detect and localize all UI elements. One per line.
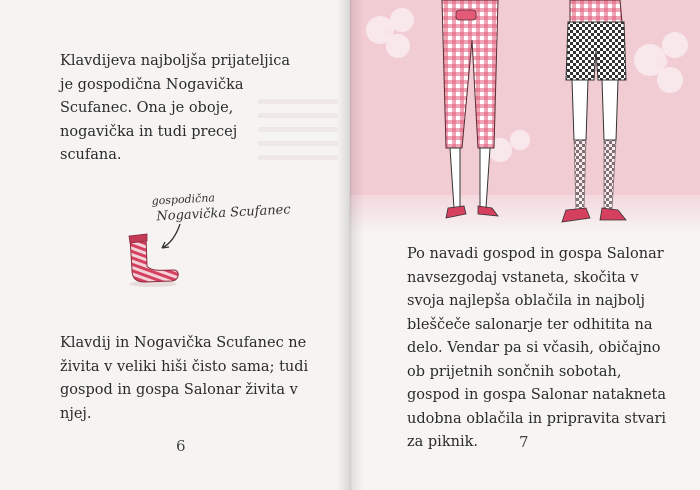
right-paragraph: Po navadi gospod in gospa Salonar navsezgodaj vstaneta, skočita v svoja najlepša oblačila in najbolj bleščeče salonarje ter odhitita na delo. Vendar pa si včasih, običajno ob prijetnih sončnih sobotah, gospod in gospa Salonar natakneta udobna oblačila in pripravita stvari za piknik. <box>407 246 667 450</box>
sock-illustration <box>118 232 188 292</box>
right-page-number: 7 <box>519 433 529 451</box>
caption-line-2: Nogavička Scufanec <box>156 202 291 225</box>
caption-line-1: gospodična <box>151 191 216 208</box>
book-gutter-shadow <box>336 0 364 490</box>
left-paragraph-2: Klavdij in Nogavička Scufanec ne živita v veliki hiši čisto sama; tudi gospod in gospa Salonar živita v njej. <box>60 335 309 422</box>
left-page-number: 6 <box>176 437 186 455</box>
legs-illustration <box>420 0 650 235</box>
left-paragraph-1: Klavdijeva najboljša prijateljica je gospodična Nogavička Scufanec. Ona je oboje, nogavička in tudi precej scufana. <box>60 53 291 163</box>
